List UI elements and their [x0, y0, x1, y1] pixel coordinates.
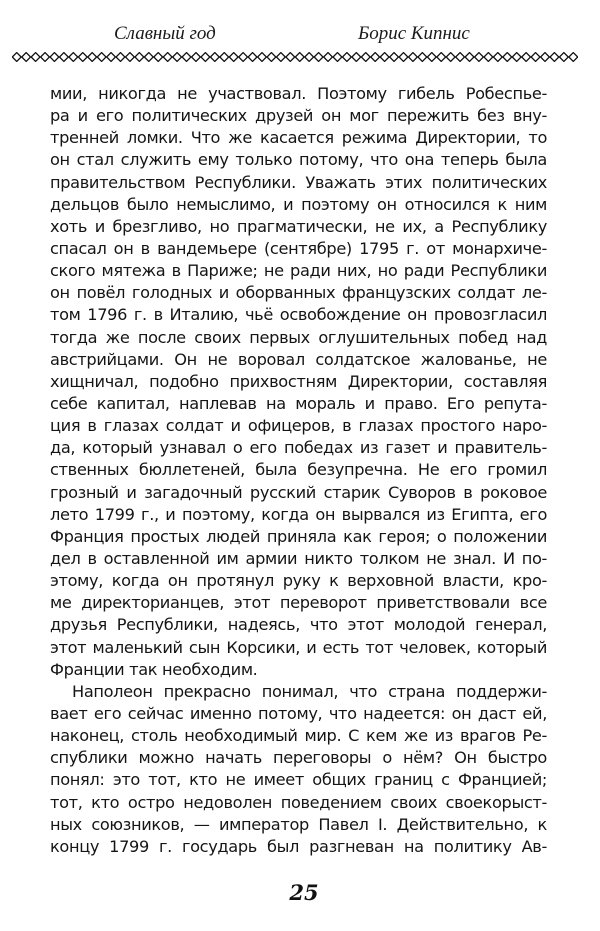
text-line: ра и его политических друзей он мог пережить без вну- [50, 106, 547, 126]
paragraph-1 [50, 83, 547, 681]
diamond-chain-divider [12, 49, 578, 59]
text-line: ского мятежа в Париже; не ради них, но ради Республики [50, 261, 547, 281]
text-line: ция в глазах солдат и офицеров, в глазах простого наро- [50, 416, 547, 436]
book-title: Славный год [114, 23, 216, 44]
body-text [50, 83, 547, 858]
text-line: ных союзников, — император Павел I. Действительно, к [50, 814, 547, 834]
text-line: понял: это тот, кто не имеет общих границ с Францией; [50, 770, 547, 790]
text-line: правительством Республики. Уважать этих политических [50, 172, 547, 192]
text-line: тогда же после своих первых оглушительных побед над [50, 327, 547, 347]
text-line: Франции так необходим. [50, 659, 258, 679]
text-line: мии, никогда не участвовал. Поэтому гибель Робеспье- [50, 84, 547, 103]
text-line: этому, когда он протянул руку к верховной власти, кро- [50, 571, 547, 591]
text-line: друзья Республики, надеясь, что этот молодой генерал, [50, 615, 547, 635]
text-line: дел в оставленной им армии никто толком не знал. И по- [50, 548, 547, 568]
text-line: спублики можно начать переговоры о нём? Он быстро [50, 748, 547, 768]
page-number: 25 [289, 880, 319, 905]
text-line: ственных бюллетеней, была безупречна. Не его громил [50, 460, 547, 480]
author-name: Борис Кипнис [358, 23, 470, 44]
text-line: вает его сейчас именно потому, что надеется: он даст ей, [50, 703, 547, 723]
text-line: этот маленький сын Корсики, и есть тот человек, который [50, 637, 547, 657]
text-line: хоть и брезгливо, но прагматически, не их, а Республику [50, 216, 547, 236]
text-line: Наполеон прекрасно понимал, что страна поддержи- [72, 681, 547, 701]
text-line: спасал он в вандемьере (сентябре) 1795 г. от монархиче- [50, 238, 547, 258]
text-line: тот, кто остро недоволен поведением своих своекорыст- [50, 792, 547, 812]
diamond-chain-icon [12, 52, 578, 62]
text-line: концу 1799 г. государь был разгневан на политику Ав- [50, 836, 547, 856]
text-line: он стал служить ему только потому, что она теперь была [50, 150, 547, 170]
text-line: дельцов было немыслимо, и поэтому он относился к ним [50, 194, 547, 214]
text-line: тренней ломки. Что же касается режима Директории, то [50, 128, 547, 148]
running-head [0, 20, 600, 50]
text-line: хищничал, подобно прихвостням Директории, составляя [50, 371, 547, 391]
text-line: наконец, столь необходимый мир. С кем же из врагов Ре- [50, 726, 547, 746]
paragraph-2 [50, 681, 547, 858]
text-line: себе капитал, наплевав на мораль и право. Его репута- [50, 393, 547, 413]
text-line: Франция простых людей приняла как героя; о положении [50, 526, 547, 546]
text-line: да, который узнавал о его победах из газет и правитель- [50, 438, 547, 458]
text-line: он повёл голодных и оборванных французских солдат ле- [50, 283, 547, 303]
text-line: том 1796 г. в Италию, чьё освобождение он провозгласил [50, 305, 547, 325]
text-line: австрийцами. Он не воровал солдатское жалованье, не [50, 349, 547, 369]
text-line: ме директорианцев, этот переворот приветствовали все [50, 593, 547, 613]
text-line: лето 1799 г., и поэтому, когда он вырвался из Египта, его [50, 504, 547, 524]
text-line: грозный и загадочный русский старик Суворов в роковое [50, 482, 547, 502]
